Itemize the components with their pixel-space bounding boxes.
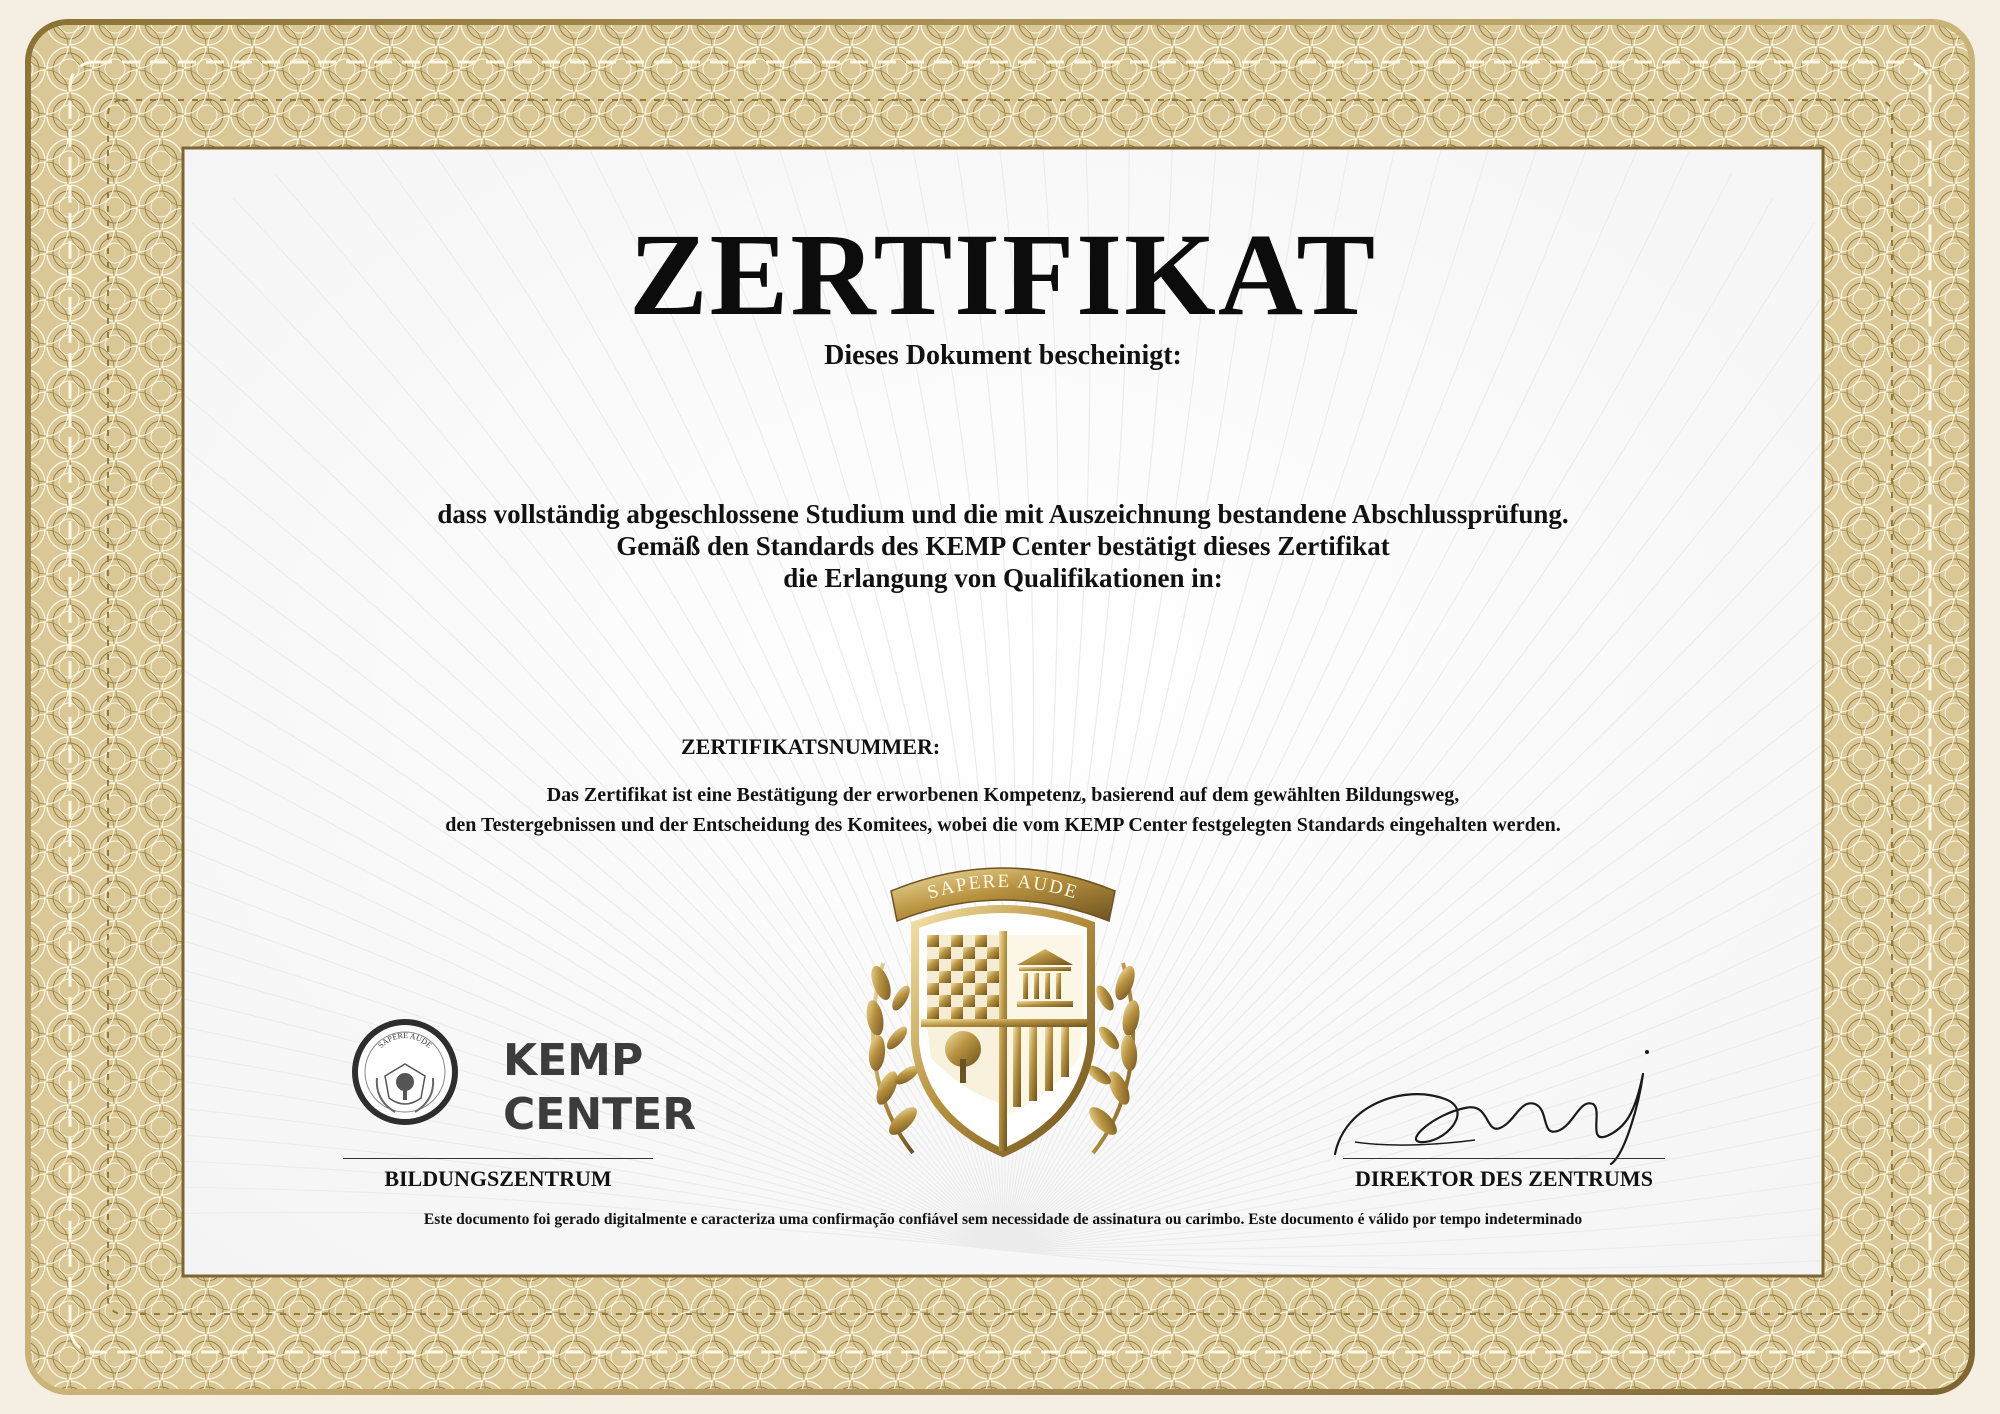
certificate-subtitle: Dieses Dokument bescheinigt: [824, 340, 1182, 371]
right-signature-line [1343, 1158, 1665, 1159]
body-line-2: Gemäß den Standards des KEMP Center bestätigt dieses Zertifikat [616, 531, 1390, 561]
emblem-motto: SAPERE AUDE [376, 1030, 434, 1050]
description-line-2: den Testergebnissen und der Entscheidung des Komitees, wobei die vom KEMP Center festgelegten Standards eingehalten werden. [445, 814, 1561, 836]
certificate-page [183, 148, 1823, 1276]
checkerboard-icon [927, 935, 999, 1021]
left-signature-line [343, 1158, 653, 1159]
kemp-center-emblem [351, 1018, 459, 1126]
left-signature-label: BILDUNGSZENTRUM [384, 1166, 612, 1191]
certificate-number-label: ZERTIFIKATSNUMMER: [681, 734, 941, 759]
right-signature-label: DIREKTOR DES ZENTRUMS [1355, 1166, 1653, 1191]
body-line-3: die Erlangung von Qualifikationen in: [783, 563, 1223, 593]
crest-motto: SAPERE AUDE [924, 870, 1081, 904]
logo-line-1: KEMP [503, 1035, 644, 1086]
certificate-title: ZERTIFIKAT [628, 209, 1378, 340]
body-line-1: dass vollständig abgeschlossene Studium und die mit Auszeichnung bestandene Abschlussprüfung. [437, 499, 1569, 529]
kemp-center-logo-text [503, 1034, 696, 1142]
director-signature [1325, 1044, 1675, 1174]
temple-icon [1007, 935, 1083, 1021]
sapere-aude-crest [853, 853, 1153, 1193]
footer-note: Este documento foi gerado digitalmente e caracteriza uma confirmação confiável sem necessidade de assinatura ou carimbo. Este documento é válido por tempo indeterminado [423, 1211, 1583, 1228]
description-line-1: Das Zertifikat ist eine Bestätigung der erworbenen Kompetenz, basierend auf dem gewählten Bildungsweg, [546, 784, 1460, 806]
logo-line-2: CENTER [503, 1089, 697, 1140]
